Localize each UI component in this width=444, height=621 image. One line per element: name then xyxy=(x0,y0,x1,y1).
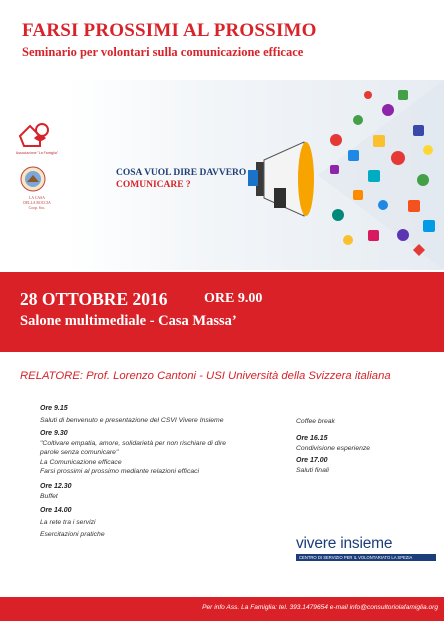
program-item: "Coltivare empatia, amore, solidarietà per non rischiare di dire xyxy=(40,439,227,447)
hero-banner xyxy=(68,80,444,270)
program-time: Ore 12.30 xyxy=(40,482,72,490)
footer-bar xyxy=(0,597,444,621)
casa-della-roccia-logo xyxy=(20,166,46,192)
vivere-insieme-tagline: CENTRO DI SERVIZIO PER IL VOLONTARIATO LA SPEZIA xyxy=(296,554,436,561)
program-block xyxy=(40,430,290,477)
program-item: Condivisione esperienze xyxy=(296,444,371,452)
program-item: parole senza comunicare" xyxy=(40,449,119,456)
program-time: Ore 14.00 xyxy=(40,507,72,514)
program-item: Coffee break xyxy=(296,418,335,425)
program-item: La Comunicazione efficace xyxy=(40,458,122,466)
program-item: Farsi prossimi al prossimo mediante relazioni efficaci xyxy=(40,468,200,475)
page-title: FARSI PROSSIMI AL PROSSIMO xyxy=(22,20,317,41)
event-date: 28 OTTOBRE 2016 xyxy=(20,289,168,309)
program-block xyxy=(296,457,436,476)
program-time: Ore 9.15 xyxy=(40,405,68,412)
event-info-bar xyxy=(0,272,444,352)
event-time: ORE 9.00 xyxy=(204,291,263,306)
banner-question-line2: COMUNICARE ? xyxy=(116,180,191,190)
program-right-column xyxy=(296,417,436,476)
program-block xyxy=(296,435,436,454)
footer-contact: Per info Ass. La Famiglia: tel. 393.1479654 e-mail info@consultoriolafamiglia.org xyxy=(202,604,438,611)
program-item: Saluti finali xyxy=(296,467,329,474)
program-block xyxy=(40,483,290,502)
vivere-insieme-logo xyxy=(296,535,436,561)
speaker-line: RELATORE: Prof. Lorenzo Cantoni - USI Università della Svizzera italiana xyxy=(20,370,391,382)
program-time: Ore 9.30 xyxy=(40,429,68,437)
casa-della-roccia-caption: LA CASA DELLA ROCCIA Coop. Soc. xyxy=(23,196,51,210)
program-time: Ore 16.15 xyxy=(296,434,328,442)
vivere-insieme-name: vivere insieme xyxy=(296,535,393,552)
program-item: La rete tra i servizi xyxy=(40,519,96,526)
event-venue: Salone multimediale - Casa Massa’ xyxy=(20,313,237,329)
program-block xyxy=(40,507,290,539)
page-subtitle: Seminario per volontari sulla comunicazione efficace xyxy=(22,45,304,59)
program-left-column xyxy=(40,405,290,539)
banner-question-line1: COSA VUOL DIRE DAVVERO xyxy=(116,168,247,178)
la-famiglia-logo xyxy=(16,118,56,150)
program-time: Ore 17.00 xyxy=(296,457,328,464)
program-item: Saluti di benvenuto e presentazione del CSVI Vivere Insieme xyxy=(40,417,224,424)
la-famiglia-caption: Associazione "La Famiglia" xyxy=(15,151,59,155)
program-block xyxy=(40,405,290,426)
program-item: Buffet xyxy=(40,492,58,500)
program-item: Esercitazioni pratiche xyxy=(40,530,105,538)
